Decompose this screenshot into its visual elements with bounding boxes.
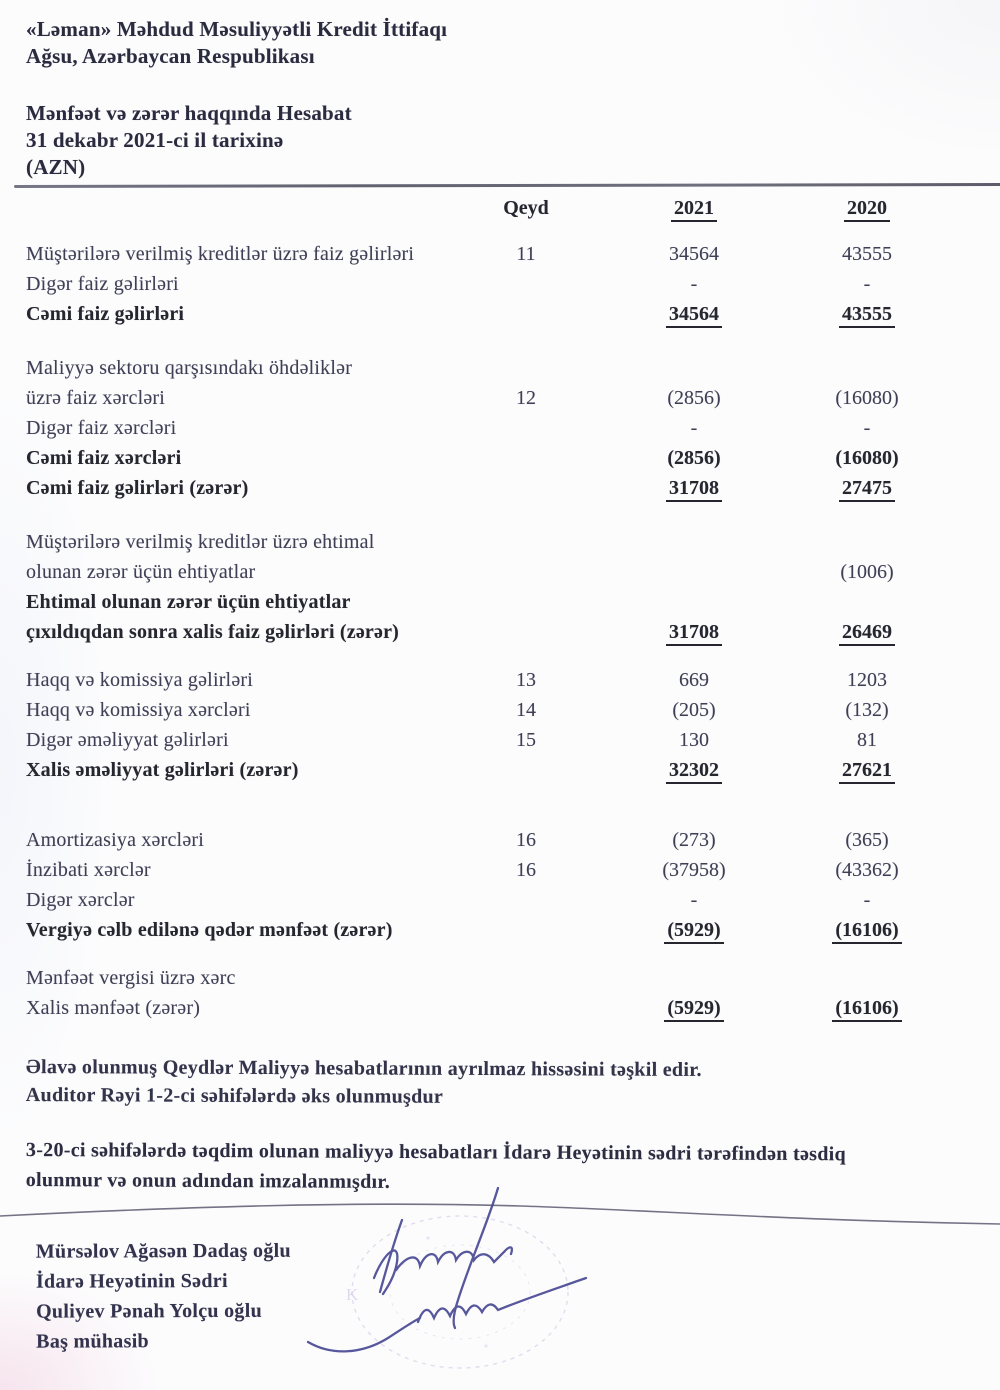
stamp-letter: K [346, 1285, 359, 1304]
row-label: Maliyyə sektoru qarşısındakı öhdəliklər [26, 357, 353, 379]
row-label: Cəmi faiz gəlirləri (zərər) [26, 477, 249, 499]
signatory-name-1: Mürsəlov Ağasən Dadaş oğlu [35, 1239, 291, 1263]
col-2021-label: 2021 [671, 197, 717, 222]
report-title-block [26, 100, 980, 181]
approval-line-2: olunmur və onun adından imzalanmışdır. [25, 1168, 391, 1193]
row-note: 11 [516, 243, 536, 265]
row-label: Digər xərclər [26, 889, 135, 911]
table-row [26, 825, 980, 855]
row-value-2020: 43555 [839, 303, 895, 328]
row-label: Xalis mənfəət (zərər) [26, 997, 201, 1019]
row-value-2021: (2856) [667, 447, 721, 469]
row-label: Cəmi faiz gəlirləri [26, 303, 185, 325]
signatory-title-1: İdarə Heyətinin Sədri [35, 1269, 228, 1293]
table-row [26, 587, 980, 617]
row-note: 16 [516, 829, 536, 851]
document-header [26, 16, 980, 187]
row-note: 15 [516, 729, 536, 751]
row-value-2020: (16080) [835, 447, 899, 469]
table-row [26, 473, 980, 503]
row-note: 16 [516, 859, 536, 881]
table-row [26, 855, 980, 885]
row-label: Mənfəət vergisi üzrə xərc [26, 967, 236, 989]
table-row [26, 755, 980, 785]
table-row [26, 557, 980, 587]
row-value-2021: - [690, 889, 698, 911]
row-label: Amortizasiya xərcləri [26, 829, 205, 851]
row-label: Digər faiz gəlirləri [26, 273, 179, 295]
table-row [26, 695, 980, 725]
row-label: Digər əməliyyat gəlirləri [26, 729, 229, 751]
table-row [26, 993, 980, 1023]
row-value-2021: (2856) [667, 387, 721, 409]
row-label: Müştərilərə verilmiş kreditlər üzrə faiz gəlirləri [26, 243, 415, 265]
signatory-title-2: Baş mühasib [36, 1330, 149, 1353]
table-row [26, 963, 980, 993]
row-value-2021: (273) [672, 829, 716, 851]
table-row [26, 915, 980, 945]
row-value-2020: - [863, 417, 871, 439]
report-title: Mənfəət və zərər haqqında Hesabat [26, 101, 352, 125]
row-label: Digər faiz xərcləri [26, 417, 177, 439]
org-location: Ağsu, Azərbaycan Respublikası [26, 44, 315, 68]
row-label: İnzibati xərclər [26, 859, 151, 881]
row-value-2021: 34564 [666, 303, 722, 328]
row-value-2020: - [863, 889, 871, 911]
table-row [26, 269, 980, 299]
row-label: olunan zərər üçün ehtiyatlar [26, 561, 256, 583]
org-name: «Ləman» Məhdud Məsuliyyətli Kredit İttifaqı [26, 17, 448, 41]
table-row [26, 725, 980, 755]
row-value-2021: 32302 [666, 759, 722, 784]
table-row [26, 617, 980, 647]
table-row [26, 353, 980, 383]
row-value-2020: 1203 [847, 669, 887, 691]
row-label: Vergiyə cəlb edilənə qədər mənfəət (zərər) [26, 919, 393, 941]
table-row [26, 665, 980, 695]
col-note-label: Qeyd [503, 197, 549, 219]
footnote-auditor: Auditor Rəyi 1-2-ci səhifələrdə əks olunmuşdur [25, 1083, 444, 1108]
row-value-2020: 27621 [839, 759, 895, 784]
row-value-2020: 81 [857, 729, 877, 751]
report-currency: (AZN) [26, 155, 86, 179]
row-value-2021: - [690, 273, 698, 295]
row-value-2021: 130 [679, 729, 709, 751]
row-label: Haqq və komissiya xərcləri [26, 699, 251, 721]
row-value-2020: 26469 [839, 621, 895, 646]
footnote-notes: Əlavə olunmuş Qeydlər Maliyyə hesabatlarının ayrılmaz hissəsini təşkil edir. [25, 1056, 702, 1081]
header-rule [14, 183, 1000, 188]
col-2020-label: 2020 [844, 197, 890, 222]
row-value-2021: (37958) [662, 859, 726, 881]
row-value-2020: (1006) [840, 561, 894, 583]
row-label: Ehtimal olunan zərər üçün ehtiyatlar [26, 591, 351, 613]
row-label: Cəmi faiz xərcləri [26, 447, 182, 469]
table-row [26, 383, 980, 413]
row-value-2020: (16106) [832, 919, 901, 944]
row-value-2020: 27475 [839, 477, 895, 502]
row-label: Xalis əməliyyat gəlirləri (zərər) [26, 759, 299, 781]
table-row [26, 239, 980, 269]
row-note: 12 [516, 387, 536, 409]
table-row [26, 443, 980, 473]
row-value-2020: 43555 [842, 243, 892, 265]
row-value-2021: (205) [672, 699, 716, 721]
row-value-2021: 669 [679, 669, 709, 691]
row-label: üzrə faiz xərcləri [26, 387, 166, 409]
income-statement-table [26, 239, 980, 1023]
row-value-2021: (5929) [664, 919, 723, 944]
row-value-2021: 31708 [666, 621, 722, 646]
row-value-2021: - [690, 417, 698, 439]
column-header-row [26, 193, 980, 223]
row-value-2020: (16080) [835, 387, 899, 409]
row-label: Haqq və komissiya gəlirləri [26, 669, 254, 691]
row-value-2020: (16106) [832, 997, 901, 1022]
row-label: Müştərilərə verilmiş kreditlər üzrə ehtimal [26, 531, 375, 553]
row-note: 14 [516, 699, 536, 721]
row-value-2021: (5929) [664, 997, 723, 1022]
table-row [26, 413, 980, 443]
row-value-2021: 34564 [669, 243, 719, 265]
row-value-2021: 31708 [666, 477, 722, 502]
row-value-2020: (365) [845, 829, 889, 851]
table-row [26, 885, 980, 915]
row-value-2020: (43362) [835, 859, 899, 881]
table-row [26, 527, 980, 557]
signatory-block [36, 1233, 980, 1356]
report-date: 31 dekabr 2021-ci il tarixinə [26, 128, 284, 152]
approval-line-1: 3-20-ci səhifələrdə təqdim olunan maliyyə hesabatları İdarə Heyətinin sədri tərəfindən təsdiq [25, 1139, 847, 1166]
table-row [26, 299, 980, 329]
approval-paragraph [26, 1135, 980, 1200]
row-value-2020: - [863, 273, 871, 295]
footnotes [26, 1053, 980, 1113]
row-value-2020: (132) [845, 699, 889, 721]
signatory-name-2: Quliyev Pənah Yolçu oğlu [36, 1299, 263, 1323]
row-label: çıxıldıqdan sonra xalis faiz gəlirləri (zərər) [26, 621, 400, 643]
row-note: 13 [516, 669, 536, 691]
